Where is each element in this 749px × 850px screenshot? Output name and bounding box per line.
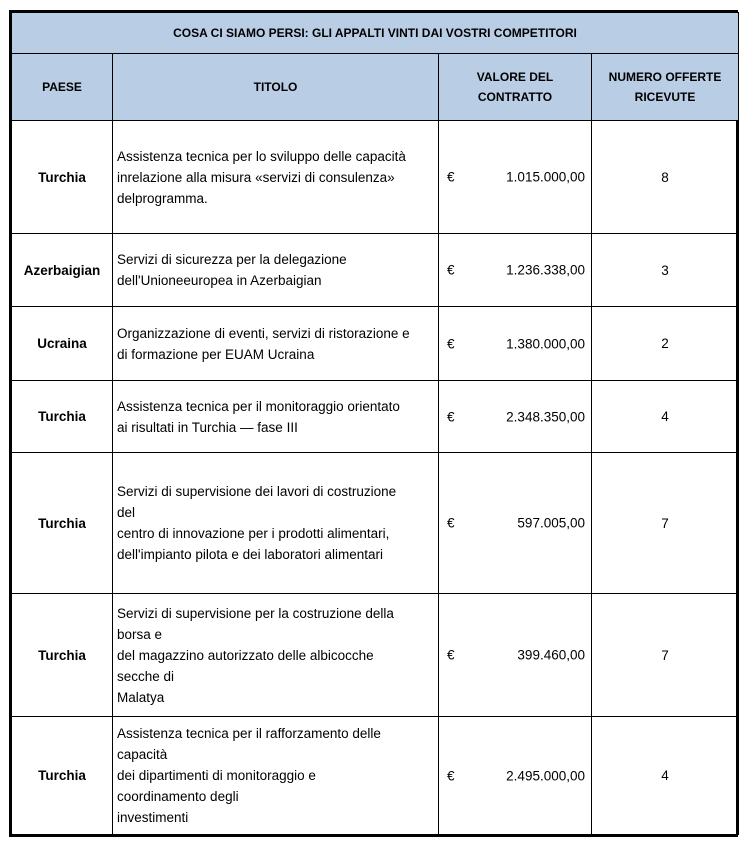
table-row <box>12 594 739 717</box>
table-row <box>12 307 739 381</box>
contract-amount: 399.460,00 <box>517 647 585 663</box>
table-row <box>12 234 739 307</box>
titolo-line: dell'Unioneeuropea in Azerbaigian <box>117 273 322 288</box>
titolo-line: Servizi di supervisione dei lavori di costruzione <box>117 484 397 499</box>
cell-titolo <box>113 307 439 381</box>
cell-titolo <box>113 717 439 835</box>
contract-amount: 597.005,00 <box>517 515 585 531</box>
currency-symbol: € <box>447 515 455 531</box>
titolo-line: delprogramma. <box>117 190 208 206</box>
contract-amount: 2.495.000,00 <box>506 768 585 783</box>
cell-offerte: 4 <box>592 381 739 453</box>
cell-paese: Turchia <box>12 594 113 717</box>
titolo-line: coordinamento degli <box>117 789 239 804</box>
contract-amount: 1.236.338,00 <box>506 262 585 278</box>
titolo-line: Assistenza tecnica per lo sviluppo delle capacità <box>117 148 406 164</box>
titolo-line: Malatya <box>117 689 165 705</box>
cell-paese: Ucraina <box>12 307 113 381</box>
titolo-line: Organizzazione di eventi, servizi di ristorazione e <box>117 325 410 341</box>
titolo-line: capacità <box>117 747 168 762</box>
titolo-line: dell'impianto pilota e dei laboratori alimentari <box>117 547 383 562</box>
cell-paese: Turchia <box>12 453 113 594</box>
cell-paese: Azerbaigian <box>12 234 113 307</box>
contract-amount: 2.348.350,00 <box>506 409 585 424</box>
titolo-line: Servizi di sicurezza per la delegazione <box>117 252 347 267</box>
currency-symbol: € <box>447 409 455 424</box>
header-titolo: TITOLO <box>113 54 439 121</box>
header-valore <box>439 54 592 121</box>
header-paese: PAESE <box>12 54 113 121</box>
currency-symbol: € <box>447 336 455 351</box>
cell-offerte: 3 <box>592 234 739 307</box>
currency-symbol: € <box>447 262 455 278</box>
cell-valore <box>439 121 592 234</box>
currency-symbol: € <box>447 647 455 663</box>
cell-paese: Turchia <box>12 381 113 453</box>
titolo-line: Assistenza tecnica per il rafforzamento delle <box>117 726 381 741</box>
titolo-line: borsa e <box>117 626 163 642</box>
table-title: COSA CI SIAMO PERSI: GLI APPALTI VINTI DAI VOSTRI COMPETITORI <box>12 13 739 54</box>
competitor-contracts-table <box>11 12 739 835</box>
cell-offerte: 8 <box>592 121 739 234</box>
currency-symbol: € <box>447 169 455 185</box>
cell-titolo <box>113 121 439 234</box>
header-offerte-line2: RICEVUTE <box>634 90 696 104</box>
cell-valore <box>439 453 592 594</box>
titolo-line: investimenti <box>117 810 189 825</box>
cell-valore <box>439 307 592 381</box>
header-offerte-line1: NUMERO OFFERTE <box>608 70 722 84</box>
cell-titolo <box>113 594 439 717</box>
titolo-line: secche di <box>117 668 175 684</box>
cell-valore <box>439 381 592 453</box>
titolo-line: Servizi di supervisione per la costruzione della <box>117 605 394 621</box>
table-row <box>12 717 739 835</box>
table-row <box>12 121 739 234</box>
contract-amount: 1.380.000,00 <box>506 336 585 351</box>
table-row <box>12 453 739 594</box>
header-valore-line2: CONTRATTO <box>477 90 553 104</box>
cell-paese: Turchia <box>12 121 113 234</box>
currency-symbol: € <box>447 768 455 783</box>
titolo-line: inrelazione alla misura «servizi di consulenza» <box>117 169 395 185</box>
cell-valore <box>439 594 592 717</box>
table-body <box>12 121 739 835</box>
table-row <box>12 381 739 453</box>
titolo-line: del <box>117 505 136 520</box>
titolo-line: centro di innovazione per i prodotti alimentari, <box>117 526 390 541</box>
titolo-line: ai risultati in Turchia — fase III <box>117 419 298 435</box>
titolo-line: dei dipartimenti di monitoraggio e <box>117 768 316 783</box>
header-valore-line1: VALORE DEL <box>476 70 554 84</box>
cell-offerte: 4 <box>592 717 739 835</box>
contracts-table-frame <box>9 10 738 837</box>
titolo-line: del magazzino autorizzato delle albicocche <box>117 647 374 663</box>
titolo-line: Assistenza tecnica per il monitoraggio orientato <box>117 398 400 414</box>
titolo-line: di formazione per EUAM Ucraina <box>117 346 315 362</box>
cell-titolo <box>113 234 439 307</box>
cell-offerte: 2 <box>592 307 739 381</box>
cell-offerte: 7 <box>592 594 739 717</box>
cell-titolo <box>113 381 439 453</box>
cell-paese: Turchia <box>12 717 113 835</box>
cell-valore <box>439 717 592 835</box>
cell-titolo <box>113 453 439 594</box>
header-offerte <box>592 54 739 121</box>
cell-valore <box>439 234 592 307</box>
cell-offerte: 7 <box>592 453 739 594</box>
contract-amount: 1.015.000,00 <box>506 169 585 185</box>
